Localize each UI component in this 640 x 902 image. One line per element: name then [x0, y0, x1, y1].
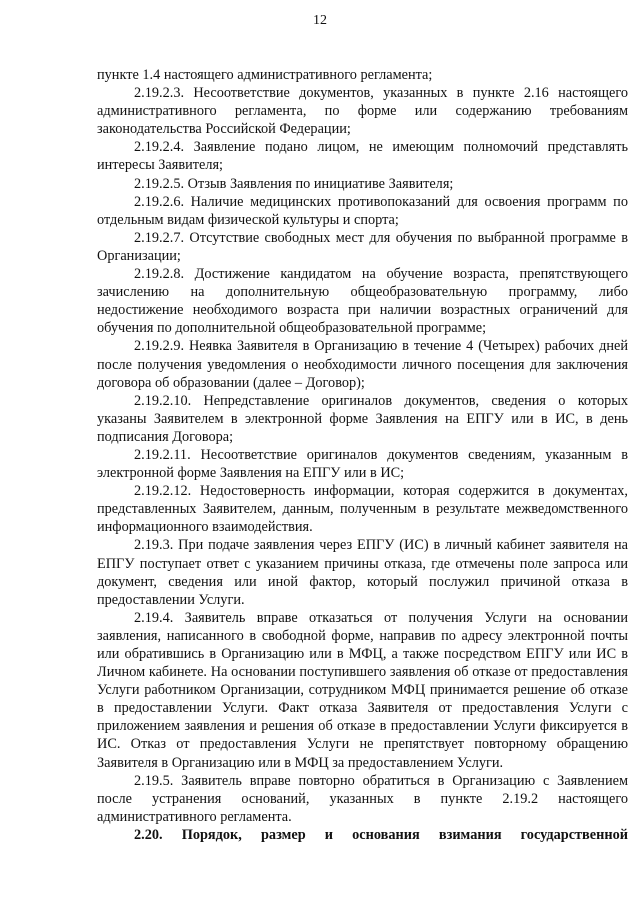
section-heading-2-20: 2.20. Порядок, размер и основания взимания государственной — [134, 826, 628, 843]
paragraph-2-19-2-4: 2.19.2.4. Заявление подано лицом, не имеющим полномочий представлять интересы Заявителя; — [97, 139, 628, 174]
paragraph-2-19-2-7: 2.19.2.7. Отсутствие свободных мест для обучения по выбранной программе в Организации; — [97, 229, 628, 264]
paragraph-2-19-2-10: 2.19.2.10. Непредставление оригиналов документов, сведения о которых указаны Заявителем в электронной форме Заявления на ЕПГУ или в ИС, в день подписания Договора; — [97, 392, 628, 445]
document-body — [97, 66, 628, 844]
paragraph-continuation: пункте 1.4 настоящего административного регламента; — [97, 67, 433, 83]
paragraph-2-19-4: 2.19.4. Заявитель вправе отказаться от получения Услуги на основании заявления, написанного в свободной форме, направив по адресу электронной почты или обратившись в Организацию или в МФЦ, а также посредством ЕПГУ или ИС в Личном кабинете. На основании поступившего заявления об отказе от предоставления Услуги работником Организации, сотрудником МФЦ принимается решение об отказе в предоставлении Услуги. Факт отказа Заявителя от предоставления Услуги с приложением заявления и решения об отказе в предоставлении Услуги фиксируется в ИС. Отказ от предоставления Услуги не препятствует повторному обращению Заявителя в Организацию или в МФЦ за предоставлением Услуги. — [97, 609, 628, 771]
paragraph-2-19-2-5: 2.19.2.5. Отзыв Заявления по инициативе Заявителя; — [134, 175, 454, 192]
paragraph-2-19-2-9: 2.19.2.9. Неявка Заявителя в Организацию в течение 4 (Четырех) рабочих дней после получения уведомления о необходимости личного посещения для заключения договора об образовании (далее – Договор); — [97, 338, 628, 391]
paragraph-2-19-2-3: 2.19.2.3. Несоответствие документов, указанных в пункте 2.16 настоящего административного регламента, по форме или содержанию требованиям законодательства Российской Федерации; — [97, 85, 628, 138]
paragraph-2-19-5: 2.19.5. Заявитель вправе повторно обратиться в Организацию с Заявлением после устранения оснований, указанных в пункте 2.19.2 настоящего административного регламента. — [97, 772, 628, 825]
paragraph-2-19-3: 2.19.3. При подаче заявления через ЕПГУ (ИС) в личный кабинет заявителя на ЕПГУ поступает ответ с указанием причины отказа, где отмечены поле запроса или документ, сведения или иной фактор, который послужил причиной отказа в предоставлении Услуги. — [97, 537, 628, 608]
paragraph-2-19-2-8: 2.19.2.8. Достижение кандидатом на обучение возраста, препятствующего зачислению на дополнительную общеобразовательную программу, либо недостижение необходимого возраста при наличии возрастных ограничений для обучения по дополнительной общеобразовательной программе; — [97, 266, 628, 337]
paragraph-2-19-2-6: 2.19.2.6. Наличие медицинских противопоказаний для освоения программ по отдельным видам физической культуры и спорта; — [97, 193, 628, 228]
paragraph-2-19-2-11: 2.19.2.11. Несоответствие оригиналов документов сведениям, указанным в электронной форме Заявления на ЕПГУ или в ИС; — [97, 446, 628, 482]
page-number: 12 — [313, 13, 327, 28]
paragraph-2-19-2-12: 2.19.2.12. Недостоверность информации, которая содержится в документах, представленных Заявителем, данным, полученным в результате межведомственного информационного взаимодействия. — [97, 483, 628, 536]
